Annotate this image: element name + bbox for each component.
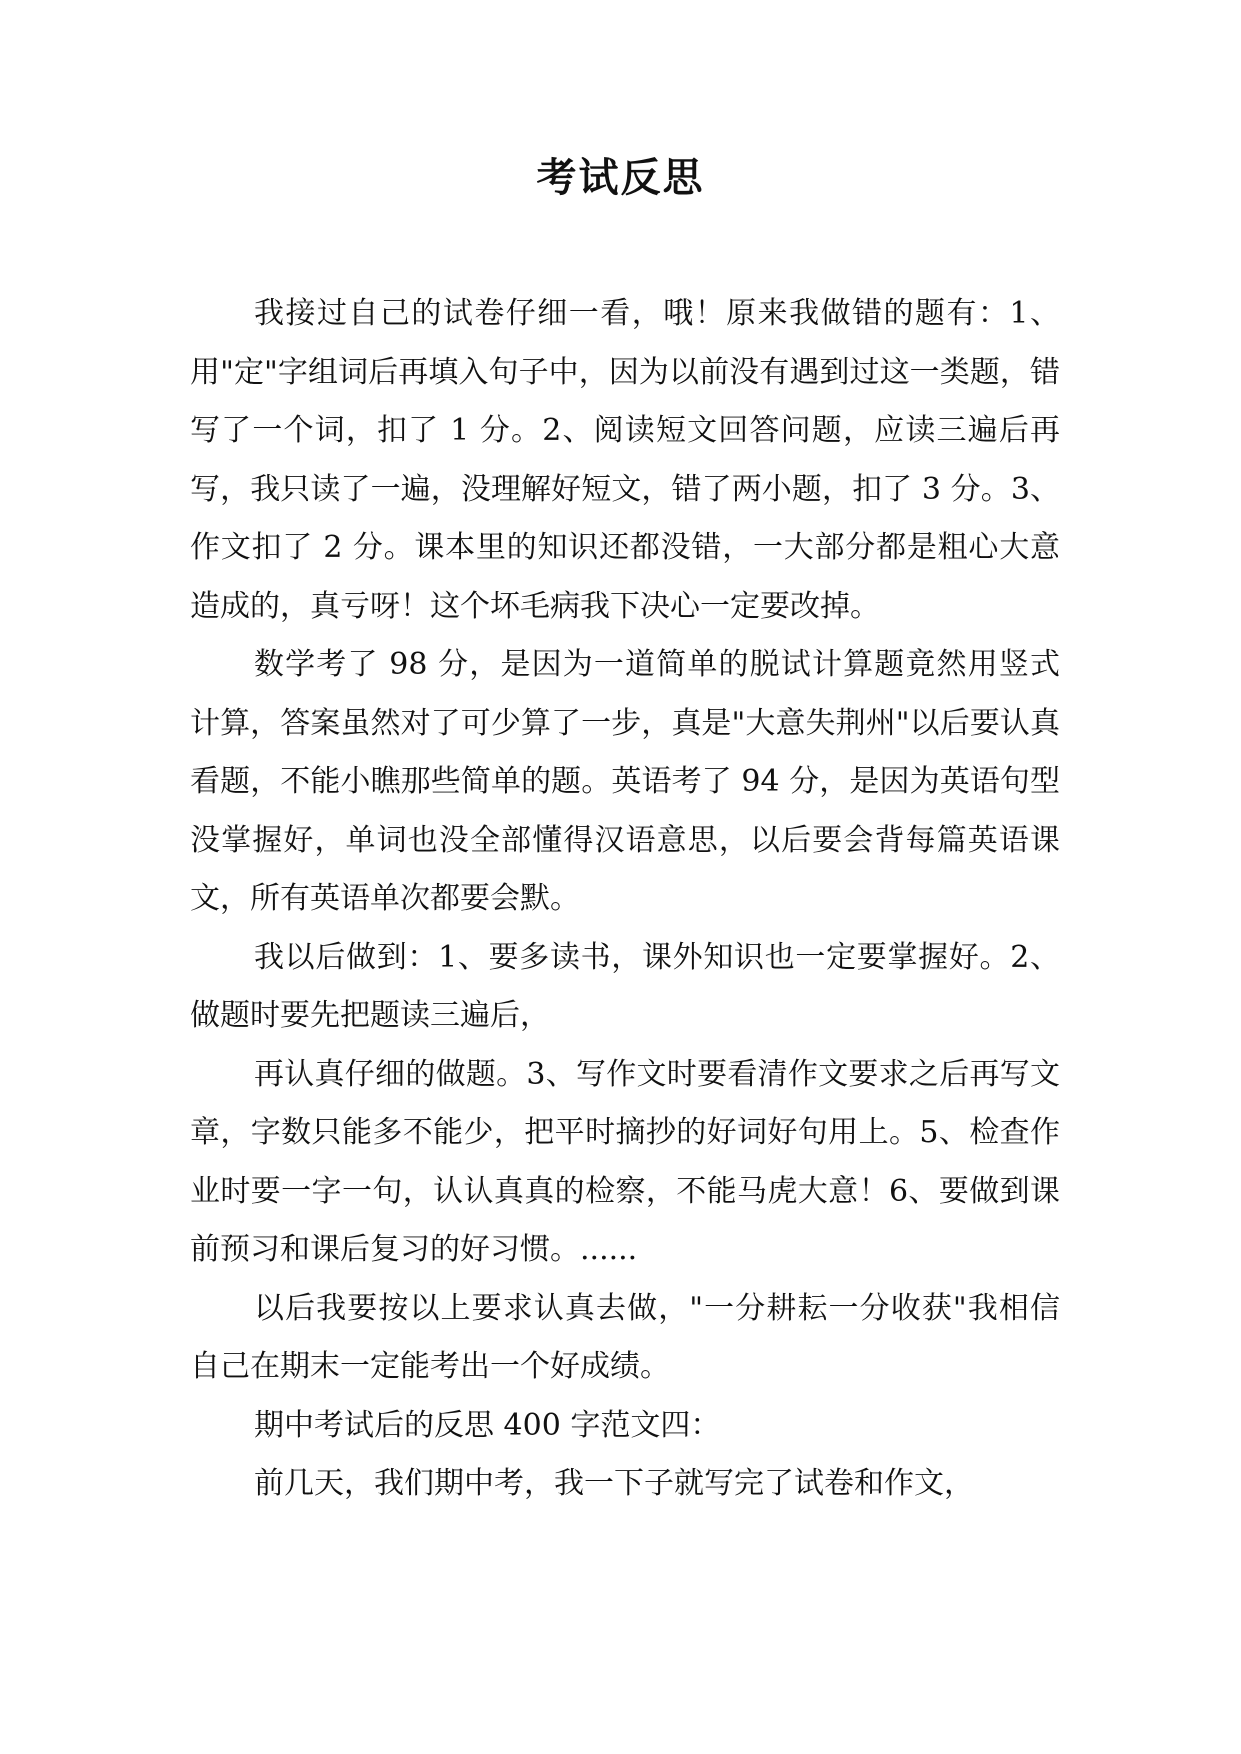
paragraph-sample-start: 前几天，我们期中考，我一下子就写完了试卷和作文， bbox=[254, 1466, 974, 1501]
paragraph-sample-heading: 期中考试后的反思 400 字范文四： bbox=[254, 1407, 721, 1443]
document-title: 考试反思 bbox=[536, 155, 705, 201]
paragraph-exam-mistakes: 我接过自己的试卷仔细一看，哦！原来我做错的题有：1、用"定"字组词后再填入句子中，因为以前没有遇到过这一类题，错写了一个词，扣了 1 分。2、阅读短文回答问题，应读三遍后再写，我只读了一遍，没理解好短文，错了两小题，扣了 3 分。3、作文扣了 2 分。课本里的知识还都没错，一大部分都是粗心大意造成的，真亏呀！这个坏毛病我下决心一定要改掉。 bbox=[190, 296, 1060, 624]
paragraph-future-plan: 我以后做到：1、要多读书，课外知识也一定要掌握好。2、做题时要先把题读三遍后， bbox=[190, 939, 1060, 1033]
paragraph-future-plan-continued: 再认真仔细的做题。3、写作文时要看清作文要求之后再写文章，字数只能多不能少，把平时摘抄的好词好句用上。5、检查作业时要一字一句，认认真真的检察，不能马虎大意！6、要做到课前预习和课后复习的好习惯。...... bbox=[190, 1056, 1060, 1267]
document-body bbox=[190, 285, 1060, 1514]
paragraph-resolution: 以后我要按以上要求认真去做，"一分耕耘一分收获"我相信自己在期末一定能考出一个好成绩。 bbox=[190, 1290, 1060, 1384]
paragraph-math-english: 数学考了 98 分，是因为一道简单的脱试计算题竟然用竖式计算，答案虽然对了可少算了一步，真是"大意失荆州"以后要认真看题，不能小瞧那些简单的题。英语考了 94 分，是因为英语句型没掌握好，单词也没全部懂得汉语意思，以后要会背每篇英语课文，所有英语单次都要会默。 bbox=[190, 647, 1060, 916]
